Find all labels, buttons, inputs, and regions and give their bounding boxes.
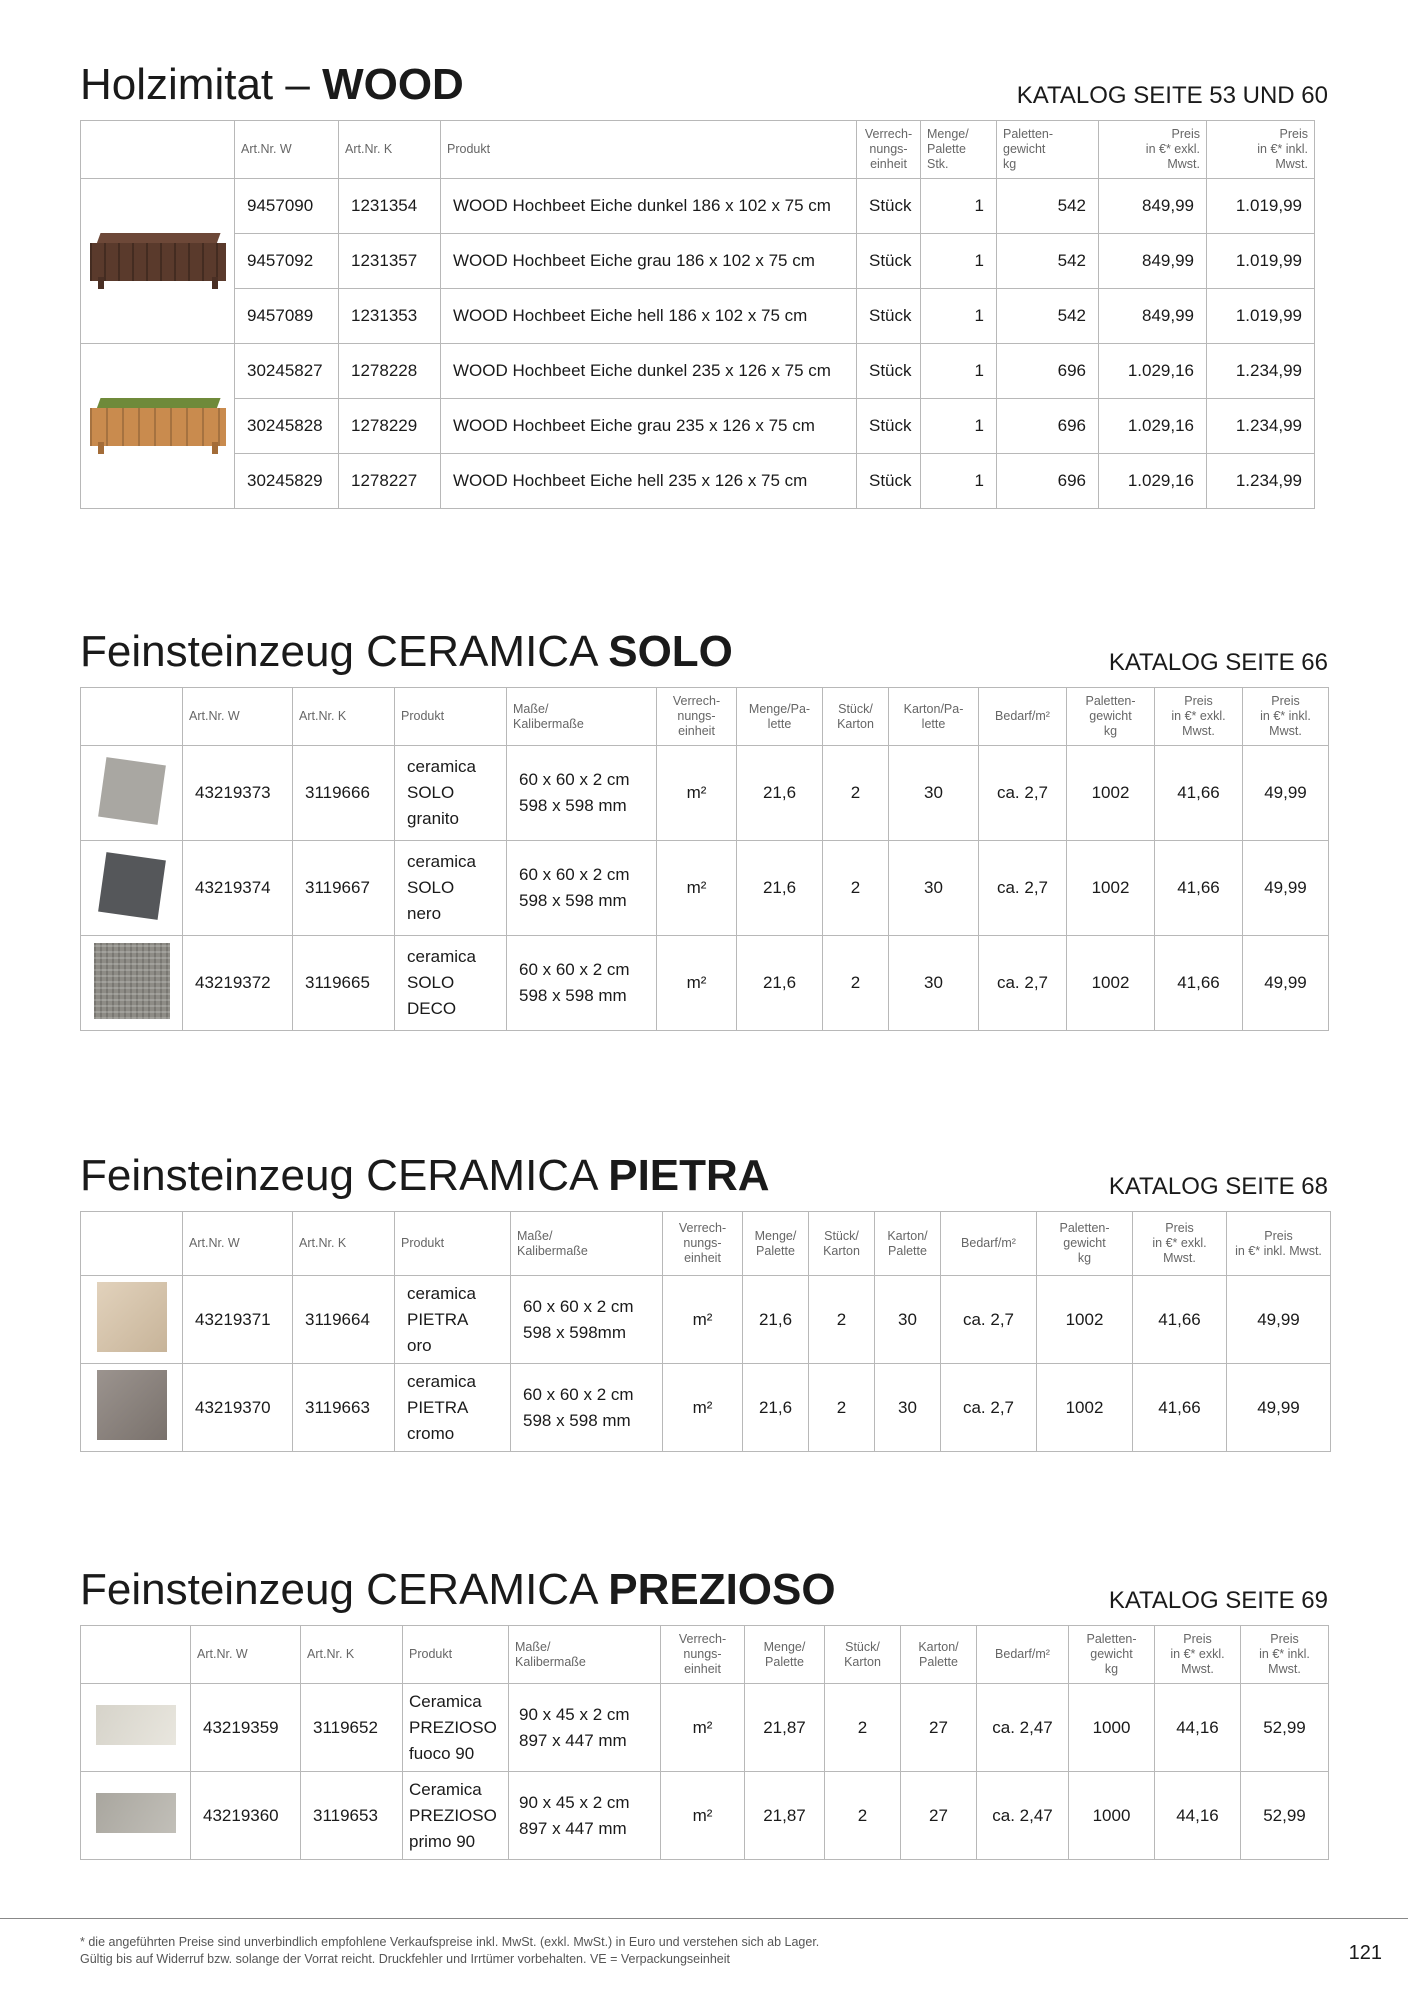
bedarf: ca. 2,7 — [979, 841, 1067, 936]
stueck-karton: 2 — [823, 841, 889, 936]
produkt: WOOD Hochbeet Eiche grau 235 x 126 x 75 cm — [441, 399, 857, 454]
header-karton: Karton/Pa- lette — [889, 688, 979, 746]
table-row — [81, 179, 1408, 234]
produkt: ceramica SOLO nero — [395, 841, 507, 936]
gewicht: 542 — [997, 179, 1099, 234]
einheit: m² — [663, 1364, 743, 1452]
gewicht: 1002 — [1037, 1276, 1133, 1364]
table-row — [81, 936, 1329, 1031]
tile-image-cell — [81, 936, 183, 1031]
section-header — [80, 1565, 1328, 1625]
art-nr-k: 1278229 — [339, 399, 441, 454]
header-bedarf: Bedarf/m² — [977, 1626, 1069, 1684]
header-artw: Art.Nr. W — [183, 1212, 293, 1276]
menge: 21,6 — [737, 841, 823, 936]
table-row — [81, 746, 1329, 841]
einheit: m² — [661, 1772, 745, 1860]
preis-exkl: 41,66 — [1133, 1364, 1227, 1452]
bedarf: ca. 2,7 — [941, 1364, 1037, 1452]
section-solo — [80, 627, 1328, 1031]
art-nr-w: 30245829 — [235, 454, 339, 509]
preis-exkl: 41,66 — [1155, 746, 1243, 841]
header-artw: Art.Nr. W — [183, 688, 293, 746]
tile-image-cell — [81, 1772, 191, 1860]
produkt: ceramica SOLO DECO — [395, 936, 507, 1031]
tile-oro-icon — [97, 1282, 167, 1352]
preis-exkl: 41,66 — [1133, 1276, 1227, 1364]
solo-table — [80, 687, 1329, 1031]
tile-image-cell — [81, 1276, 183, 1364]
einheit: Stück — [857, 234, 921, 289]
tile-primo-icon — [96, 1793, 176, 1833]
menge: 21,87 — [745, 1684, 825, 1772]
produkt: WOOD Hochbeet Eiche dunkel 186 x 102 x 75 cm — [441, 179, 857, 234]
gewicht: 1002 — [1067, 746, 1155, 841]
table-row — [81, 454, 1408, 509]
stueck-karton: 2 — [809, 1364, 875, 1452]
gewicht: 696 — [997, 344, 1099, 399]
karton-palette: 30 — [889, 936, 979, 1031]
header-stueck: Stück/ Karton — [823, 688, 889, 746]
masse: 60 x 60 x 2 cm 598 x 598 mm — [507, 841, 657, 936]
section-header — [80, 60, 1328, 120]
art-nr-k: 3119653 — [301, 1772, 403, 1860]
tile-image-cell — [81, 746, 183, 841]
masse: 90 x 45 x 2 cm 897 x 447 mm — [509, 1772, 661, 1860]
preis-inkl: 1.019,99 — [1207, 234, 1315, 289]
art-nr-k: 3119664 — [293, 1276, 395, 1364]
preis-exkl: 1.029,16 — [1099, 454, 1207, 509]
einheit: m² — [657, 936, 737, 1031]
stueck-karton: 2 — [823, 746, 889, 841]
art-nr-k: 3119666 — [293, 746, 395, 841]
karton-palette: 30 — [875, 1276, 941, 1364]
header-einheit: Verrech- nungs- einheit — [657, 688, 737, 746]
header-preis-exkl: Preis in €* exkl. Mwst. — [1155, 688, 1243, 746]
tile-image-cell — [81, 1364, 183, 1452]
art-nr-w: 43219360 — [191, 1772, 301, 1860]
header-gewicht: Paletten- gewicht kg — [997, 121, 1099, 179]
preis-inkl: 49,99 — [1243, 841, 1329, 936]
stueck-karton: 2 — [809, 1276, 875, 1364]
menge: 21,6 — [743, 1364, 809, 1452]
wood-table — [80, 120, 1408, 509]
bedarf: ca. 2,7 — [979, 936, 1067, 1031]
pietra-table — [80, 1211, 1331, 1452]
header-cell — [81, 1626, 191, 1684]
menge: 1 — [921, 289, 997, 344]
produkt: WOOD Hochbeet Eiche hell 235 x 126 x 75 cm — [441, 454, 857, 509]
section-prezioso — [80, 1565, 1328, 1860]
product-image-cell — [81, 179, 235, 344]
bedarf: ca. 2,47 — [977, 1684, 1069, 1772]
produkt: WOOD Hochbeet Eiche dunkel 235 x 126 x 75 cm — [441, 344, 857, 399]
header-preis-inkl: Preis in €* inkl. Mwst. — [1227, 1212, 1331, 1276]
section-pietra — [80, 1151, 1328, 1452]
preis-exkl: 1.029,16 — [1099, 344, 1207, 399]
karton-palette: 30 — [889, 746, 979, 841]
art-nr-w: 43219359 — [191, 1684, 301, 1772]
einheit: Stück — [857, 179, 921, 234]
einheit: Stück — [857, 399, 921, 454]
header-stueck: Stück/ Karton — [809, 1212, 875, 1276]
tile-image-cell — [81, 841, 183, 936]
produkt: ceramica PIETRA oro — [395, 1276, 511, 1364]
preis-inkl: 49,99 — [1227, 1276, 1331, 1364]
header-bedarf: Bedarf/m² — [941, 1212, 1037, 1276]
produkt: WOOD Hochbeet Eiche grau 186 x 102 x 75 cm — [441, 234, 857, 289]
masse: 60 x 60 x 2 cm 598 x 598 mm — [507, 936, 657, 1031]
preis-exkl: 1.029,16 — [1099, 399, 1207, 454]
produkt: ceramica SOLO granito — [395, 746, 507, 841]
preis-inkl: 52,99 — [1241, 1684, 1329, 1772]
table-row — [81, 1276, 1331, 1364]
header-karton: Karton/ Palette — [875, 1212, 941, 1276]
table-header-row — [81, 121, 1408, 179]
preis-inkl: 49,99 — [1227, 1364, 1331, 1452]
art-nr-w: 30245827 — [235, 344, 339, 399]
art-nr-w: 43219371 — [183, 1276, 293, 1364]
masse: 60 x 60 x 2 cm 598 x 598 mm — [511, 1364, 663, 1452]
art-nr-w: 43219370 — [183, 1364, 293, 1452]
karton-palette: 30 — [889, 841, 979, 936]
header-cell — [81, 1212, 183, 1276]
header-stueck: Stück/ Karton — [825, 1626, 901, 1684]
art-nr-k: 1231354 — [339, 179, 441, 234]
preis-exkl: 41,66 — [1155, 841, 1243, 936]
header-artk: Art.Nr. K — [301, 1626, 403, 1684]
header-bedarf: Bedarf/m² — [979, 688, 1067, 746]
disclaimer-line-2: Gültig bis auf Widerruf bzw. solange der Vorrat reicht. Druckfehler und Irrtümer vorbehalten. VE = Verpackungseinheit — [80, 1952, 730, 1966]
header-preis-inkl: Preis in €* inkl. Mwst. — [1207, 121, 1315, 179]
header-einheit: Verrech- nungs- einheit — [661, 1626, 745, 1684]
header-gewicht: Paletten- gewicht kg — [1069, 1626, 1155, 1684]
stueck-karton: 2 — [823, 936, 889, 1031]
preis-inkl: 1.234,99 — [1207, 454, 1315, 509]
gewicht: 1000 — [1069, 1684, 1155, 1772]
preis-exkl: 849,99 — [1099, 289, 1207, 344]
einheit: m² — [663, 1276, 743, 1364]
menge: 21,87 — [745, 1772, 825, 1860]
header-artk: Art.Nr. K — [293, 1212, 395, 1276]
produkt: Ceramica PREZIOSO fuoco 90 — [403, 1684, 509, 1772]
preis-inkl: 49,99 — [1243, 936, 1329, 1031]
footer-disclaimer — [80, 1934, 819, 1968]
menge: 1 — [921, 179, 997, 234]
katalog-reference: KATALOG SEITE 66 — [1108, 649, 1328, 676]
art-nr-k: 3119665 — [293, 936, 395, 1031]
tile-fuoco-icon — [96, 1705, 176, 1745]
masse: 90 x 45 x 2 cm 897 x 447 mm — [509, 1684, 661, 1772]
hochbeet-dunkel-icon — [90, 229, 226, 289]
art-nr-w: 30245828 — [235, 399, 339, 454]
art-nr-k: 3119663 — [293, 1364, 395, 1452]
produkt: WOOD Hochbeet Eiche hell 186 x 102 x 75 cm — [441, 289, 857, 344]
tile-deco-icon — [94, 943, 170, 1019]
section-header — [80, 1151, 1328, 1211]
menge: 1 — [921, 399, 997, 454]
preis-inkl: 1.234,99 — [1207, 344, 1315, 399]
product-image-cell — [81, 344, 235, 509]
header-produkt: Produkt — [395, 1212, 511, 1276]
header-einheit: Verrech- nungs- einheit — [857, 121, 921, 179]
disclaimer-line-1: * die angeführten Preise sind unverbindlich empfohlene Verkaufspreise inkl. MwSt. (exkl. MwSt.) in Euro und verstehen sich ab Lager. — [80, 1935, 820, 1949]
katalog-reference: KATALOG SEITE 53 UND 60 — [1016, 82, 1328, 109]
menge: 21,6 — [737, 936, 823, 1031]
table-header-row — [81, 1626, 1329, 1684]
einheit: Stück — [857, 289, 921, 344]
header-preis-inkl: Preis in €* inkl. Mwst. — [1241, 1626, 1329, 1684]
art-nr-k: 1278227 — [339, 454, 441, 509]
tile-cromo-icon — [97, 1370, 167, 1440]
header-produkt: Produkt — [403, 1626, 509, 1684]
menge: 21,6 — [737, 746, 823, 841]
bedarf: ca. 2,47 — [977, 1772, 1069, 1860]
produkt: Ceramica PREZIOSO primo 90 — [403, 1772, 509, 1860]
karton-palette: 27 — [901, 1684, 977, 1772]
menge: 1 — [921, 234, 997, 289]
produkt: ceramica PIETRA cromo — [395, 1364, 511, 1452]
art-nr-k: 3119667 — [293, 841, 395, 936]
tile-image-cell — [81, 1684, 191, 1772]
table-row — [81, 1684, 1329, 1772]
hochbeet-hell-icon — [90, 394, 226, 454]
bedarf: ca. 2,7 — [941, 1276, 1037, 1364]
gewicht: 542 — [997, 234, 1099, 289]
karton-palette: 30 — [875, 1364, 941, 1452]
menge: 1 — [921, 454, 997, 509]
table-row — [81, 344, 1408, 399]
header-preis-exkl: Preis in €* exkl. Mwst. — [1133, 1212, 1227, 1276]
section-title: Holzimitat – WOOD — [80, 60, 464, 109]
preis-exkl: 849,99 — [1099, 179, 1207, 234]
katalog-reference: KATALOG SEITE 69 — [1108, 1587, 1328, 1614]
art-nr-k: 1278228 — [339, 344, 441, 399]
stueck-karton: 2 — [825, 1772, 901, 1860]
section-wood — [80, 60, 1328, 509]
einheit: Stück — [857, 454, 921, 509]
gewicht: 542 — [997, 289, 1099, 344]
gewicht: 1000 — [1069, 1772, 1155, 1860]
preis-exkl: 849,99 — [1099, 234, 1207, 289]
menge: 1 — [921, 344, 997, 399]
preis-inkl: 1.019,99 — [1207, 179, 1315, 234]
header-artk: Art.Nr. K — [293, 688, 395, 746]
section-title: Feinsteinzeug CERAMICA SOLO — [80, 627, 733, 676]
gewicht: 1002 — [1067, 841, 1155, 936]
table-row — [81, 841, 1329, 936]
header-gewicht: Paletten- gewicht kg — [1067, 688, 1155, 746]
karton-palette: 27 — [901, 1772, 977, 1860]
masse: 60 x 60 x 2 cm 598 x 598 mm — [507, 746, 657, 841]
art-nr-k: 3119652 — [301, 1684, 403, 1772]
preis-exkl: 41,66 — [1155, 936, 1243, 1031]
header-preis-exkl: Preis in €* exkl. Mwst. — [1099, 121, 1207, 179]
header-cell — [81, 688, 183, 746]
art-nr-k: 1231353 — [339, 289, 441, 344]
katalog-reference: KATALOG SEITE 68 — [1108, 1173, 1328, 1200]
einheit: m² — [661, 1684, 745, 1772]
section-title: Feinsteinzeug CERAMICA PREZIOSO — [80, 1565, 836, 1614]
header-artk: Art.Nr. K — [339, 121, 441, 179]
menge: 21,6 — [743, 1276, 809, 1364]
gewicht: 1002 — [1037, 1364, 1133, 1452]
tile-nero-icon — [98, 852, 166, 920]
header-einheit: Verrech- nungs- einheit — [663, 1212, 743, 1276]
table-header-row — [81, 1212, 1331, 1276]
preis-inkl: 52,99 — [1241, 1772, 1329, 1860]
art-nr-w: 9457090 — [235, 179, 339, 234]
art-nr-w: 9457089 — [235, 289, 339, 344]
preis-inkl: 1.234,99 — [1207, 399, 1315, 454]
einheit: m² — [657, 841, 737, 936]
table-row — [81, 289, 1408, 344]
table-row — [81, 1364, 1331, 1452]
header-preis-inkl: Preis in €* inkl. Mwst. — [1243, 688, 1329, 746]
prezioso-table — [80, 1625, 1329, 1860]
header-menge: Menge/ Palette Stk. — [921, 121, 997, 179]
art-nr-w: 43219374 — [183, 841, 293, 936]
header-artw: Art.Nr. W — [191, 1626, 301, 1684]
section-header — [80, 627, 1328, 687]
header-produkt: Produkt — [395, 688, 507, 746]
preis-inkl: 49,99 — [1243, 746, 1329, 841]
einheit: m² — [657, 746, 737, 841]
gewicht: 696 — [997, 454, 1099, 509]
art-nr-w: 9457092 — [235, 234, 339, 289]
art-nr-k: 1231357 — [339, 234, 441, 289]
table-row — [81, 1772, 1329, 1860]
footer-divider — [0, 1918, 1408, 1919]
bedarf: ca. 2,7 — [979, 746, 1067, 841]
einheit: Stück — [857, 344, 921, 399]
header-produkt: Produkt — [441, 121, 857, 179]
tile-granito-icon — [98, 757, 166, 825]
gewicht: 696 — [997, 399, 1099, 454]
header-artw: Art.Nr. W — [235, 121, 339, 179]
header-menge: Menge/ Palette — [743, 1212, 809, 1276]
gewicht: 1002 — [1067, 936, 1155, 1031]
header-masse: Maße/ Kalibermaße — [507, 688, 657, 746]
stueck-karton: 2 — [825, 1684, 901, 1772]
section-title: Feinsteinzeug CERAMICA PIETRA — [80, 1151, 770, 1200]
header-masse: Maße/ Kalibermaße — [509, 1626, 661, 1684]
table-header-row — [81, 688, 1329, 746]
header-gewicht: Paletten- gewicht kg — [1037, 1212, 1133, 1276]
preis-exkl: 44,16 — [1155, 1772, 1241, 1860]
header-menge: Menge/ Palette — [745, 1626, 825, 1684]
art-nr-w: 43219373 — [183, 746, 293, 841]
header-karton: Karton/ Palette — [901, 1626, 977, 1684]
header-masse: Maße/ Kalibermaße — [511, 1212, 663, 1276]
preis-inkl: 1.019,99 — [1207, 289, 1315, 344]
art-nr-w: 43219372 — [183, 936, 293, 1031]
preis-exkl: 44,16 — [1155, 1684, 1241, 1772]
header-menge: Menge/Pa- lette — [737, 688, 823, 746]
header-cell — [81, 121, 235, 179]
table-row — [81, 399, 1408, 454]
masse: 60 x 60 x 2 cm 598 x 598mm — [511, 1276, 663, 1364]
table-row — [81, 234, 1408, 289]
header-preis-exkl: Preis in €* exkl. Mwst. — [1155, 1626, 1241, 1684]
page-number: 121 — [1348, 1942, 1382, 1964]
